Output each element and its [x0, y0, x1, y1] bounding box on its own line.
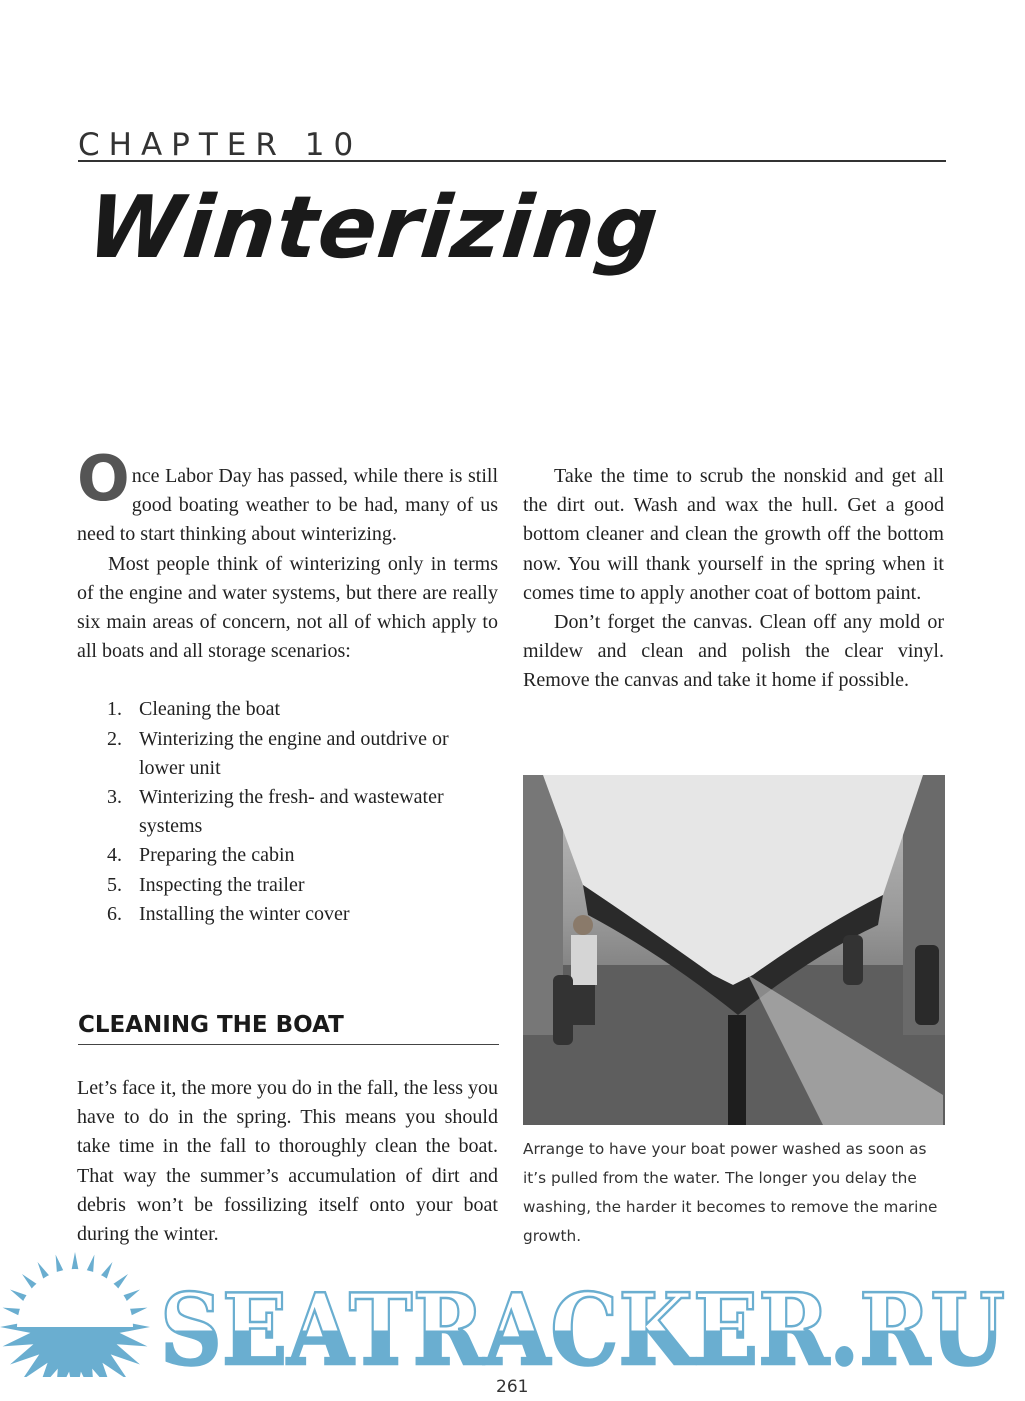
- list-text: Preparing the cabin: [139, 844, 295, 867]
- list-text: Installing the winter cover: [139, 902, 350, 925]
- list-number: 6.: [107, 902, 122, 925]
- section-heading: CLEANING THE BOAT: [78, 1012, 499, 1045]
- intro-paragraph: [77, 442, 498, 550]
- areas-list: [77, 695, 498, 929]
- list-item: [77, 695, 498, 724]
- paragraph: Don’t forget the canvas. Clean off any mold or mildew and clean and polish the clear vinyl. Remove the canvas and take it home if possible.: [523, 611, 944, 692]
- list-text: Cleaning the boat: [139, 698, 281, 721]
- sun-icon: [0, 1252, 150, 1377]
- list-item: [77, 841, 498, 870]
- paragraph: Take the time to scrub the nonskid and get all the dirt out. Wash and wax the hull. Get a good bottom cleaner and clean the growth off the bottom now. You will thank yourself in the spring when it comes time to apply another coat of bottom paint.: [523, 465, 944, 604]
- chapter-title: Winterizing: [82, 178, 664, 278]
- list-item: [77, 900, 498, 929]
- page-number: 261: [496, 1377, 529, 1397]
- list-text: Winterizing the fresh- and wastewater systems: [139, 786, 444, 838]
- seatracker-watermark: [0, 1252, 1025, 1377]
- paragraph: Most people think of winterizing only in terms of the engine and water systems, but there are really six main areas of concern, not all of which apply to all boats and all storage scenarios:: [77, 552, 498, 663]
- list-number: 1.: [107, 698, 122, 721]
- list-number: 2.: [107, 727, 122, 750]
- list-item: [77, 783, 498, 841]
- list-text: Inspecting the trailer: [139, 873, 305, 896]
- list-number: 5.: [107, 873, 122, 896]
- photo-caption: Arrange to have your boat power washed as soon as it’s pulled from the water. The longer you delay the washing, the harder it becomes to remove the marine growth.: [523, 1140, 938, 1245]
- list-number: 3.: [107, 786, 122, 809]
- watermark-text: SEATRACKER.RU: [160, 1273, 1005, 1377]
- paragraph: Let’s face it, the more you do in the fall, the less you have to do in the spring. This means you should take time in the fall to thoroughly clean the boat. That way the summer’s accumulation of dirt and debris won’t be fossilizing itself onto your boat during the winter.: [77, 1077, 498, 1246]
- list-text: Winterizing the engine and outdrive or lower unit: [139, 727, 449, 779]
- drop-cap: O: [77, 442, 130, 515]
- section-body: [77, 1074, 498, 1249]
- list-item: [77, 725, 498, 783]
- right-column: [523, 462, 944, 696]
- list-number: 4.: [107, 844, 122, 867]
- left-column: [77, 442, 498, 929]
- intro-text: nce Labor Day has passed, while there is still good boating weather to be had, many of us need to start thinking about winterizing.: [77, 465, 498, 546]
- chapter-label: CHAPTER 10: [78, 128, 946, 162]
- list-item: [77, 871, 498, 900]
- boat-power-wash-photo: [523, 775, 945, 1125]
